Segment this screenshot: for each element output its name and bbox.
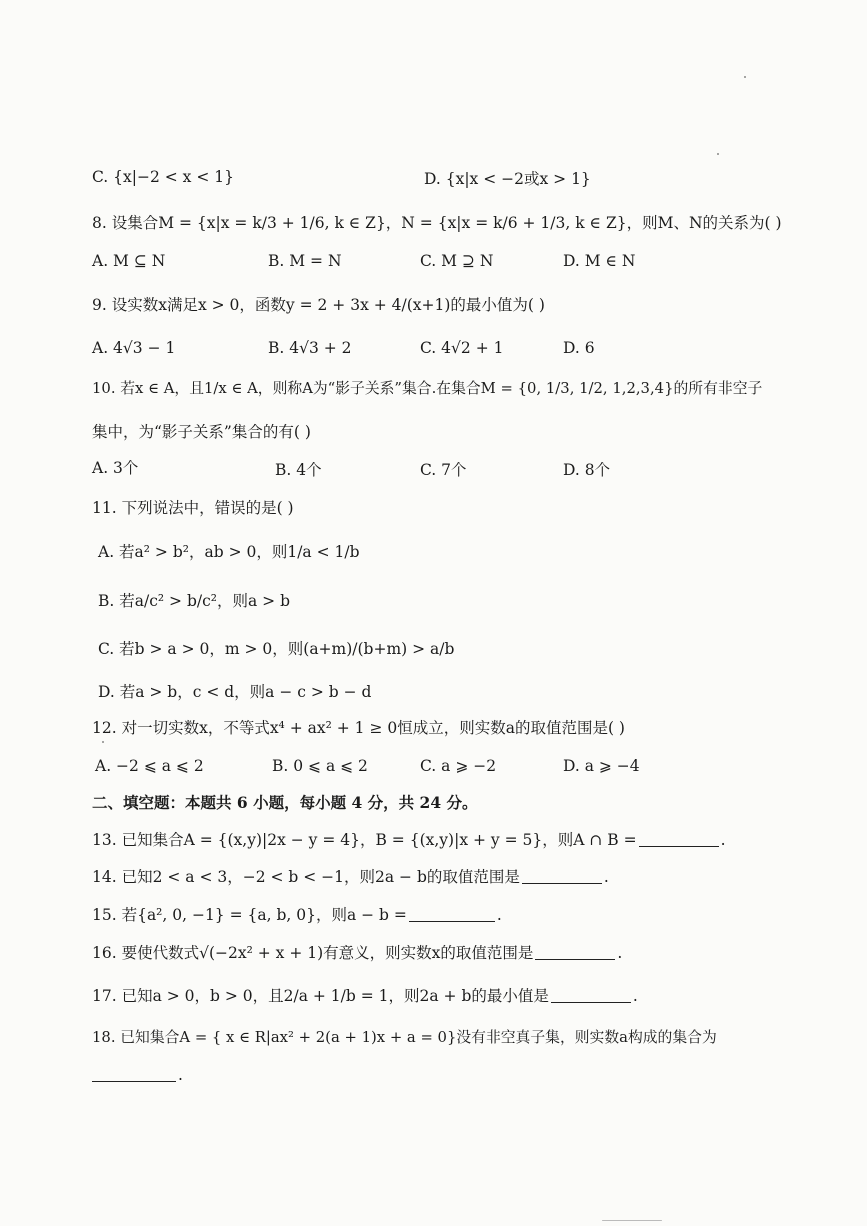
q10-stem-line1: 10. 若x ∈ A，且1/x ∈ A，则称A为“影子关系”集合.在集合M = {0, 1/3, 1/2, 1,2,3,4}的所有非空子 (92, 380, 763, 397)
q8-stem: 8. 设集合M = {x|x = k/3 + 1/6, k ∈ Z}，N = {x|x = k/6 + 1/3, k ∈ Z}，则M、N的关系为( ) (92, 214, 782, 232)
q8-option-d: D. M ∈ N (563, 252, 636, 270)
q7-option-c: C. {x|−2 < x < 1} (92, 168, 234, 186)
section-fill-in-heading: 二、填空题：本题共 6 小题，每小题 4 分，共 24 分。 (92, 793, 478, 812)
q17-line (92, 985, 638, 1007)
q16-stem: 16. 要使代数式√(−2x² + x + 1)有意义，则实数x的取值范围是 (92, 944, 534, 962)
q13-line (92, 829, 726, 851)
q15-line (92, 904, 502, 926)
q18-period: . (178, 1066, 183, 1084)
q17-period: . (632, 987, 638, 1005)
q11-option-d: D. 若a > b，c < d，则a − c > b − d (98, 683, 372, 701)
q12-option-d: D. a ⩾ −4 (563, 757, 640, 775)
q14-period: . (603, 868, 609, 886)
q10-stem-line2: 集中，为“影子关系”集合的有( ) (92, 423, 311, 441)
q10-option-a: A. 3个 (92, 459, 139, 477)
q16-period: . (617, 944, 623, 962)
q17-stem: 17. 已知a > 0，b > 0，且2/a + 1/b = 1，则2a + b的最小值是 (92, 987, 549, 1005)
q11-option-c: C. 若b > a > 0，m > 0，则(a+m)/(b+m) > a/b (98, 640, 455, 658)
q18-line2 (92, 1064, 183, 1086)
q18-stem-line1: 18. 已知集合A = { x ∈ R|ax² + 2(a + 1)x + a = 0}没有非空真子集，则实数a构成的集合为 (92, 1029, 717, 1046)
q12-option-a: A. −2 ⩽ a ⩽ 2 (95, 757, 204, 775)
q14-answer-blank[interactable] (522, 867, 602, 884)
q13-stem: 13. 已知集合A = {(x,y)|2x − y = 4}，B = {(x,y)|x + y = 5}，则A ∩ B = (92, 831, 637, 849)
q17-answer-blank[interactable] (551, 986, 631, 1003)
scan-speck (744, 76, 746, 78)
q12-option-b: B. 0 ⩽ a ⩽ 2 (272, 757, 368, 775)
q14-stem: 14. 已知2 < a < 3，−2 < b < −1，则2a − b的取值范围是 (92, 868, 520, 886)
q9-option-c: C. 4√2 + 1 (420, 339, 504, 357)
q9-option-b: B. 4√3 + 2 (268, 339, 352, 357)
q16-answer-blank[interactable] (535, 943, 615, 960)
q13-period: . (720, 831, 726, 849)
q9-option-a: A. 4√3 − 1 (92, 339, 176, 357)
q11-option-b: B. 若a/c² > b/c²，则a > b (98, 592, 290, 610)
q12-option-c: C. a ⩾ −2 (420, 757, 497, 775)
q10-option-b: B. 4个 (275, 461, 322, 479)
q8-option-b: B. M = N (268, 252, 342, 270)
q12-stem: 12. 对一切实数x，不等式x⁴ + ax² + 1 ≥ 0恒成立，则实数a的取值范围是( ) (92, 719, 625, 737)
q18-answer-blank[interactable] (92, 1065, 176, 1082)
q15-period: . (496, 906, 502, 924)
q8-option-c: C. M ⊇ N (420, 252, 494, 270)
q10-option-c: C. 7个 (420, 461, 467, 479)
scan-speck (717, 153, 719, 155)
q15-answer-blank[interactable] (409, 905, 495, 922)
q10-option-d: D. 8个 (563, 461, 611, 479)
scan-speck (102, 741, 104, 743)
q9-option-d: D. 6 (563, 339, 595, 357)
q13-answer-blank[interactable] (639, 830, 719, 847)
q9-stem: 9. 设实数x满足x > 0，函数y = 2 + 3x + 4/(x+1)的最小值为( ) (92, 296, 545, 314)
q11-stem: 11. 下列说法中，错误的是( ) (92, 499, 294, 517)
q8-option-a: A. M ⊆ N (92, 252, 166, 270)
q7-option-d: D. {x|x < −2或x > 1} (424, 170, 591, 188)
q11-option-a: A. 若a² > b²，ab > 0，则1/a < 1/b (98, 543, 360, 561)
q14-line (92, 866, 609, 888)
scan-edge-mark (602, 1220, 662, 1221)
q16-line (92, 942, 622, 964)
q15-stem: 15. 若{a², 0, −1} = {a, b, 0}，则a − b = (92, 906, 407, 924)
